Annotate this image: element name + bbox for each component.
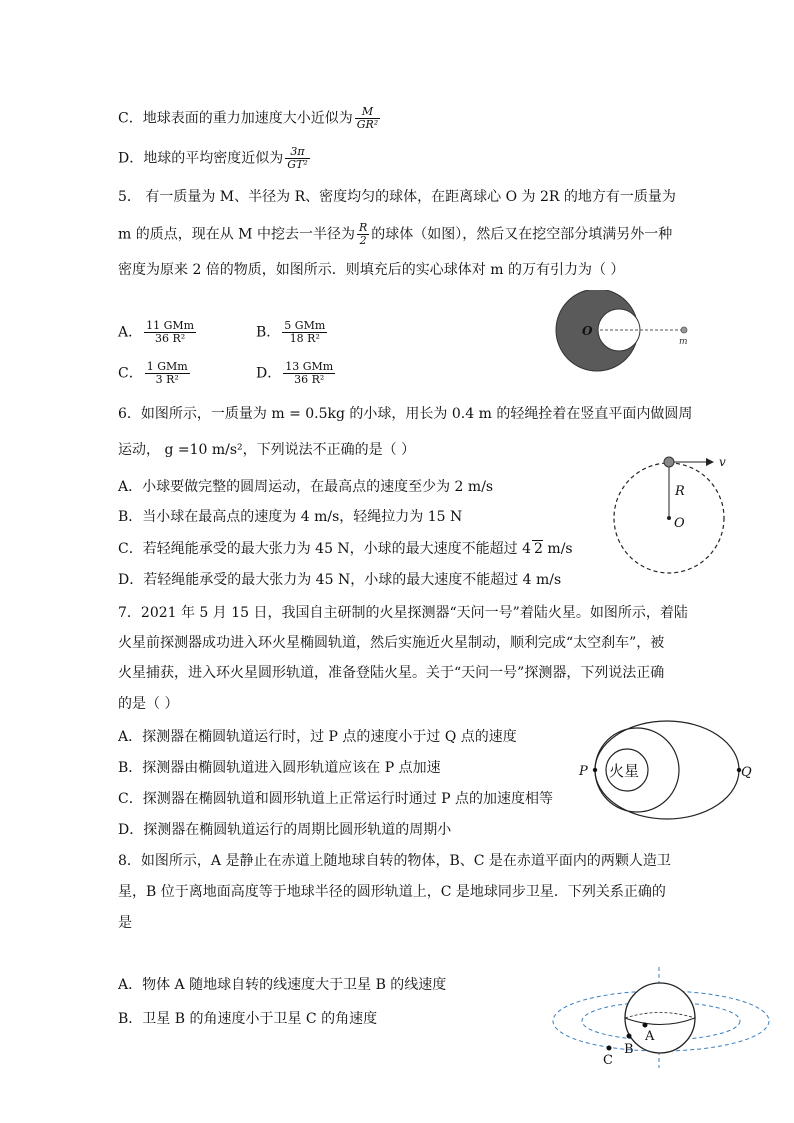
q8-earth-figure — [548, 965, 774, 1070]
q8-stem-line2: 星，B 位于离地面高度等于地球半径的圆形轨道上，C 是地球同步卫星．下列关系正确的 — [118, 884, 666, 900]
q7-stem-line2: 火星前探测器成功进入环火星椭圆轨道，然后实施近火星制动，顺利完成“太空刹车”，被 — [118, 635, 665, 651]
q6-label-o: O — [674, 516, 685, 531]
q6-option-c[interactable]: C．若轻绳能承受的最大张力为 45 N，小球的最大速度不能超过 4 2 m/s — [118, 541, 573, 557]
q6-option-d[interactable]: D．若轻绳能承受的最大张力为 45 N，小球的最大速度不能超过 4 m/s — [118, 572, 562, 588]
q8-point-c — [607, 1046, 612, 1051]
q8-option-b[interactable]: B．卫星 B 的角速度小于卫星 C 的角速度 — [118, 1011, 378, 1027]
q5-cavity — [598, 309, 640, 351]
q7-option-d[interactable]: D．探测器在椭圆轨道运行的周期比圆形轨道的周期小 — [118, 822, 452, 838]
q7-option-a[interactable]: A．探测器在椭圆轨道运行时，过 P 点的速度小于过 Q 点的速度 — [118, 729, 517, 745]
q7-point-p — [593, 768, 597, 772]
q7-orbit-figure — [575, 716, 760, 826]
q7-stem-line4: 的是（ ） — [118, 696, 179, 712]
q7-label-p: P — [579, 764, 588, 779]
q6-arrow-head — [706, 458, 714, 466]
q6-circle-figure — [606, 448, 746, 580]
q8-stem-line3: 是 — [118, 915, 132, 931]
q8-stem-line1: 8．如图所示，A 是静止在赤道上随地球自转的物体，B、C 是在赤道平面内的两颗人造卫 — [118, 853, 671, 869]
q5-option-d[interactable]: D． $\frac{\text{13 GMm}}{\text{36 R²}}$ — [256, 360, 334, 386]
q7-option-b[interactable]: B．探测器由椭圆轨道进入圆形轨道应该在 P 点加速 — [118, 760, 441, 776]
q7-stem-line1: 7．2021 年 5 月 15 日，我国自主研制的火星探测器“天问一号”着陆火星。如图所示，着陆 — [118, 605, 688, 621]
q5-option-b[interactable]: B． $\frac{\text{5 GMm}}{\text{18 R²}}$ — [256, 319, 326, 345]
q5-stem-line2: m 的质点，现在从 M 中挖去一半径为 $\frac{R}{2}$ 的球体（如图），然后又在挖空部分填满另外一种 — [118, 221, 673, 247]
q4-option-d-fraction: $\frac{3\pi}{\text{GT²}}$ — [287, 145, 308, 171]
q8-label-b: B — [624, 1042, 634, 1057]
q4-option-c-text: C．地球表面的重力加速度大小近似为 — [118, 110, 353, 127]
q6-label-r: R — [675, 484, 685, 499]
q6-label-v: v — [719, 455, 726, 469]
q6-option-b[interactable]: B．当小球在最高点的速度为 4 m/s，轻绳拉力为 15 N — [118, 509, 463, 525]
q7-stem-line3: 火星捕获，进入环火星圆形轨道，准备登陆火星。关于“天问一号”探测器，下列说法正确 — [118, 665, 665, 681]
q5-sphere-figure — [548, 290, 708, 380]
q6-ball — [664, 457, 674, 467]
q6-stem-line1: 6．如图所示，一质量为 m = 0.5kg 的小球，用长为 0.4 m 的轻绳拴着在竖直平面内做圆周 — [118, 406, 693, 422]
q5-label-m: m — [679, 337, 688, 347]
q6-option-a[interactable]: A．小球要做完整的圆周运动，在最高点的速度至少为 2 m/s — [118, 479, 494, 495]
q8-label-a: A — [645, 1029, 655, 1044]
q5-stem-line1: 5． 有一质量为 M、半径为 R、密度均匀的球体，在距离球心 O 为 2R 的地方有一质量为 — [118, 189, 676, 205]
q5-fraction: $\frac{R}{2}$ — [358, 221, 368, 247]
q8-point-b — [627, 1034, 632, 1039]
q7-label-q: Q — [741, 765, 752, 780]
q5-label-o: O — [582, 324, 593, 338]
q5-option-c[interactable]: C． $\frac{\text{1 GMm}}{\text{3 R²}}$ — [118, 360, 188, 386]
q8-earth — [625, 983, 695, 1053]
q6-sqrt: 2 — [534, 541, 543, 557]
q5-stem-line3: 密度为原来 2 倍的物质，如图所示．则填充后的实心球体对 m 的万有引力为（ ） — [118, 262, 625, 278]
q4-option-d-text: D．地球的平均密度近似为 — [118, 150, 284, 167]
q7-mars-label: 火星 — [609, 762, 640, 780]
q5-mass-point — [681, 327, 687, 333]
q4-option-c — [118, 106, 382, 131]
q4-option-d — [118, 146, 312, 171]
q4-option-c-fraction: $\frac{M}{\text{GR²}}$ — [356, 105, 379, 131]
q8-point-a — [643, 1023, 648, 1028]
q8-label-c: C — [603, 1053, 613, 1068]
q6-stem-line2: 运动， g =10 m/s²，下列说法不正确的是（ ） — [118, 442, 416, 458]
q6-center — [667, 516, 671, 520]
q5-option-a[interactable]: A． $\frac{\text{11 GMm}}{\text{36 R²}}$ — [118, 319, 195, 345]
q8-option-a[interactable]: A．物体 A 随地球自转的线速度大于卫星 B 的线速度 — [118, 977, 447, 993]
q7-option-c[interactable]: C．探测器在椭圆轨道和圆形轨道上正常运行时通过 P 点的加速度相等 — [118, 791, 554, 807]
